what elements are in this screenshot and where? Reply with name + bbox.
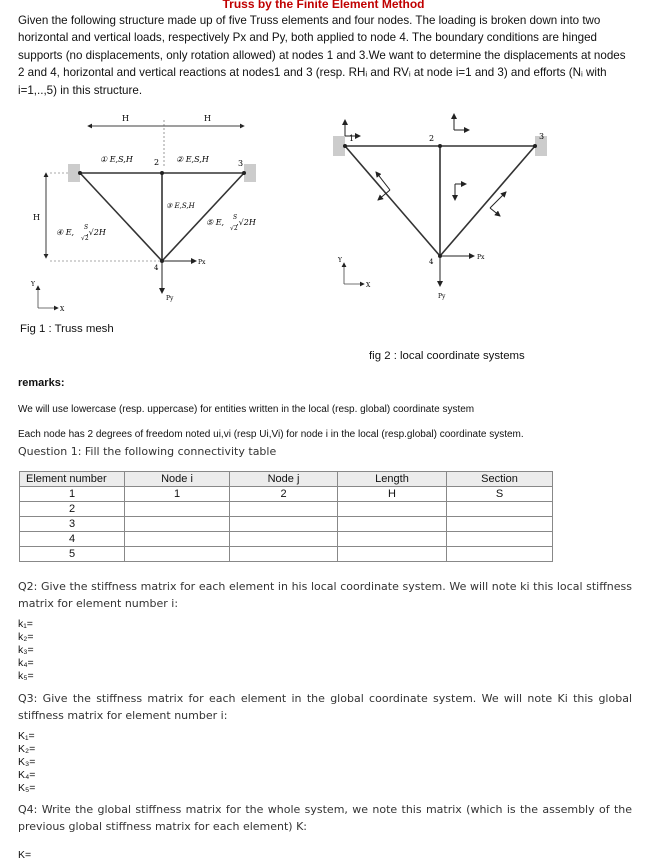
node2-dot [160, 171, 164, 175]
header-length: Length [338, 472, 447, 487]
cell[interactable] [447, 547, 553, 562]
dim-top-right: H [204, 114, 211, 123]
cell[interactable] [230, 547, 338, 562]
elem5-label: ⑤ E, ,√2H [206, 218, 256, 227]
elem1-label: ① E,S,H [100, 155, 133, 164]
elem2-label: ② E,S,H [176, 155, 209, 164]
fig2-caption: fig 2 : local coordinate systems [369, 350, 525, 362]
K3-label: K₃= [18, 756, 36, 769]
cell[interactable] [447, 517, 553, 532]
page-title: Truss by the Finite Element Method [222, 0, 425, 11]
cell[interactable] [338, 502, 447, 517]
cell[interactable]: S [447, 487, 553, 502]
node1-dot [78, 171, 82, 175]
problem-statement: Given the following structure made up of five Truss elements and four nodes. The loading is broken down into two horizontal and vertical loads, respectively Px and Py, both applied to node 4. The boundary conditions are hinged supports (no displacements, only rotation allowed) at nodes 1 and 3.We want to determine the displacements at nodes 2 and 4, horizontal and vertical reactions at nodes1 and 3 (resp. RHᵢ and RVᵢ at node i=1 and 3) and efforts (Nᵢ with i=1,..,5) in this structure. [18, 14, 626, 97]
remark-line-1: We will use lowercase (resp. uppercase) for entities written in the local (resp. global) coordinate system [18, 404, 475, 415]
cell[interactable] [230, 517, 338, 532]
node3-label: 3 [539, 132, 545, 141]
cell[interactable]: 1 [125, 487, 230, 502]
cell[interactable] [125, 517, 230, 532]
truss-mesh-figure [0, 108, 330, 323]
axis-x-label: X [366, 282, 371, 289]
header-node-j: Node j [230, 472, 338, 487]
elem4-frac-den: √2 [81, 235, 89, 242]
question-1: Question 1: Fill the following connectivity table [18, 445, 277, 458]
table-row [20, 547, 553, 562]
table-header-row [20, 472, 553, 487]
header-node-i: Node i [125, 472, 230, 487]
cell[interactable] [125, 547, 230, 562]
elem4-frac-num: S [84, 224, 89, 231]
cell[interactable] [338, 532, 447, 547]
question-4: Q4: Write the global stiffness matrix for the whole system, we note this matrix (which is the assembly of the previous global stiffness matrix for each element) K: [18, 803, 632, 833]
k5-label: k₅= [18, 670, 34, 683]
bar-3-4 [440, 146, 535, 256]
node3-dot [533, 144, 537, 148]
elem4-label: ④ E, ,√2H [56, 228, 106, 237]
cell[interactable]: 2 [230, 487, 338, 502]
elem5-frac-den: √2 [230, 225, 238, 232]
table-row [20, 502, 553, 517]
cell[interactable] [230, 532, 338, 547]
local-coordinates-figure [320, 108, 560, 308]
axis-x-label: X [60, 306, 65, 313]
cell[interactable] [230, 502, 338, 517]
axis-y-label: Y [338, 257, 342, 264]
load-py-label: Py [438, 293, 446, 300]
node2-dot [438, 144, 442, 148]
node3-dot [242, 171, 246, 175]
k1-label: k₁= [18, 618, 33, 630]
dim-top-left: H [122, 114, 129, 123]
node4-label: 4 [429, 258, 434, 266]
table-row [20, 517, 553, 532]
header-section: Section [447, 472, 553, 487]
load-py-label: Py [166, 295, 174, 302]
k3-label: k₃= [18, 644, 34, 657]
k2-label: k₂= [18, 631, 34, 644]
cell[interactable]: H [338, 487, 447, 502]
table-row [20, 487, 553, 502]
bar-1-4 [80, 173, 162, 261]
node2-label: 2 [429, 134, 435, 143]
node1-dot [343, 144, 347, 148]
dim-left: H [33, 213, 40, 222]
cell: 4 [20, 532, 125, 547]
remark-line-2: Each node has 2 degrees of freedom noted ui,vi (resp Ui,Vi) for node i in the local (resp.global) coordinate system. [18, 429, 524, 440]
elem5-frac-num: S [233, 214, 238, 221]
node4-label: 4 [154, 264, 159, 272]
node3-label: 3 [238, 159, 244, 168]
cell: 3 [20, 517, 125, 532]
header-element-number: Element number [20, 472, 125, 487]
cell[interactable] [447, 532, 553, 547]
K2-label: K₂= [18, 743, 36, 756]
load-px-label: Px [198, 259, 206, 266]
remarks-heading: remarks: [18, 377, 65, 389]
cell[interactable] [447, 502, 553, 517]
local-matrix-list [18, 618, 34, 683]
bar-3-4 [162, 173, 244, 261]
cell[interactable] [125, 532, 230, 547]
table-row [20, 532, 553, 547]
local-frame-5-v [490, 208, 500, 216]
question-2: Q2: Give the stiffness matrix for each element in his local coordinate system. We will note ki this local stiffness matrix for element number i: [18, 580, 632, 610]
cell: 5 [20, 547, 125, 562]
cell: 2 [20, 502, 125, 517]
local-frame-4-u [376, 172, 390, 190]
cell[interactable] [125, 502, 230, 517]
fig1-caption: Fig 1 : Truss mesh [20, 323, 114, 335]
question-3: Q3: Give the stiffness matrix for each element in the global coordinate system. We will note Ki this global stiffness matrix for element number i: [18, 692, 632, 722]
K-total-label: K= [18, 849, 32, 861]
node1-label: 1 [349, 134, 355, 143]
node2-label: 2 [154, 158, 160, 167]
K5-label: K₅= [18, 782, 36, 795]
cell[interactable] [338, 517, 447, 532]
K1-label: K₁= [18, 730, 35, 742]
elem3-label: ③ E,S,H [166, 202, 195, 210]
load-px-label: Px [477, 254, 485, 261]
cell: 1 [20, 487, 125, 502]
axis-y-label: Y [31, 281, 35, 288]
cell[interactable] [338, 547, 447, 562]
global-matrix-list [18, 730, 35, 795]
bar-1-4 [345, 146, 440, 256]
connectivity-table [19, 471, 553, 562]
K4-label: K₄= [18, 769, 36, 782]
k4-label: k₄= [18, 657, 34, 670]
